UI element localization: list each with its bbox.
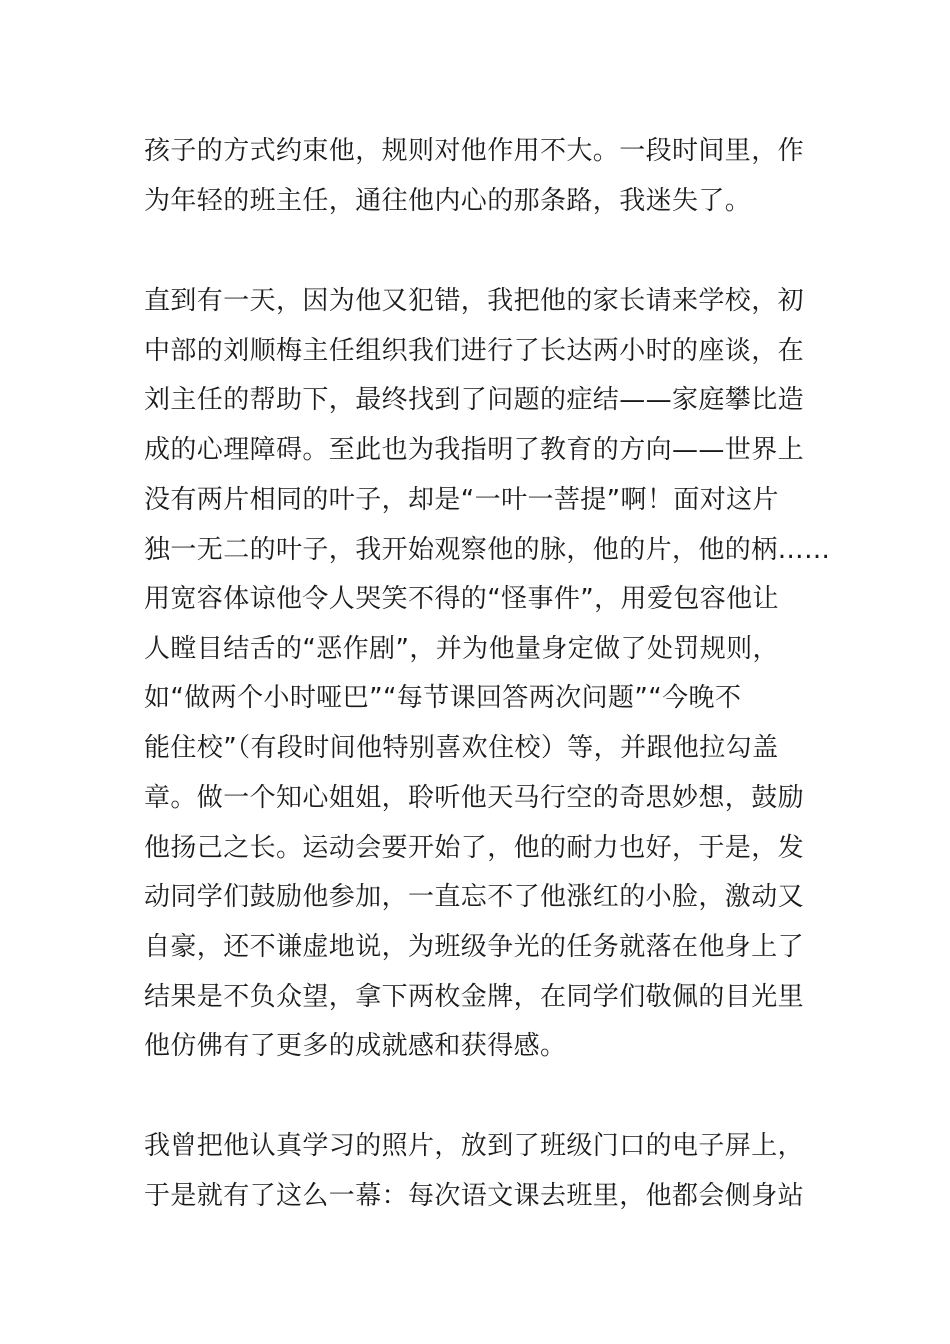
paragraph-2-line-4: 成的心理障碍。至此也为我指明了教育的方向——世界上 [144,435,805,465]
paragraph-1-line-2: 为年轻的班主任，通往他内心的那条路，我迷失了。 [144,186,752,216]
paragraph-1-line-1: 孩子的方式约束他，规则对他作用不大。一段时间里，作 [144,136,805,166]
paragraph-2-line-11: 章。做一个知心姐姐，聆听他天马行空的奇思妙想，鼓励 [144,783,805,813]
paragraph-2-line-13: 动同学们鼓励他参加，一直忘不了他涨红的小脸，激动又 [144,882,805,912]
paragraph-2-line-1: 直到有一天，因为他又犯错，我把他的家长请来学校，初 [144,286,805,316]
paragraph-3-line-2: 于是就有了这么一幕：每次语文课去班里，他都会侧身站 [144,1181,805,1211]
paragraph-2-line-16: 他仿佛有了更多的成就感和获得感。 [144,1031,567,1061]
paragraph-2-line-8: 人瞠目结舌的“恶作剧”，并为他量身定做了处罚规则， [144,634,779,664]
paragraph-2-line-9: 如“做两个小时哑巴”“每节课回答两次问题”“今晚不 [144,683,742,713]
paragraph-2-line-15: 结果是不负众望，拿下两枚金牌，在同学们敬佩的目光里 [144,982,805,1012]
paragraph-2-line-10: 能住校”（有段时间他特别喜欢住校）等，并跟他拉勾盖 [144,733,779,763]
paragraph-3-line-1: 我曾把他认真学习的照片，放到了班级门口的电子屏上， [144,1131,805,1161]
paragraph-2-line-12: 他扬己之长。运动会要开始了，他的耐力也好，于是，发 [144,833,805,863]
paragraph-2-line-2: 中部的刘顺梅主任组织我们进行了长达两小时的座谈，在 [144,336,805,366]
paragraph-2-line-6: 独一无二的叶子，我开始观察他的脉，他的片，他的柄…… [144,535,831,565]
paragraph-2-line-7: 用宽容体谅他令人哭笑不得的“怪事件”，用爱包容他让 [144,584,779,614]
paragraph-2-line-5: 没有两片相同的叶子，却是“一叶一菩提”啊！面对这片 [144,485,779,515]
paragraph-2-line-14: 自豪，还不谦虚地说，为班级争光的任务就落在他身上了 [144,932,805,962]
paragraph-2-line-3: 刘主任的帮助下，最终找到了问题的症结——家庭攀比造 [144,385,805,415]
